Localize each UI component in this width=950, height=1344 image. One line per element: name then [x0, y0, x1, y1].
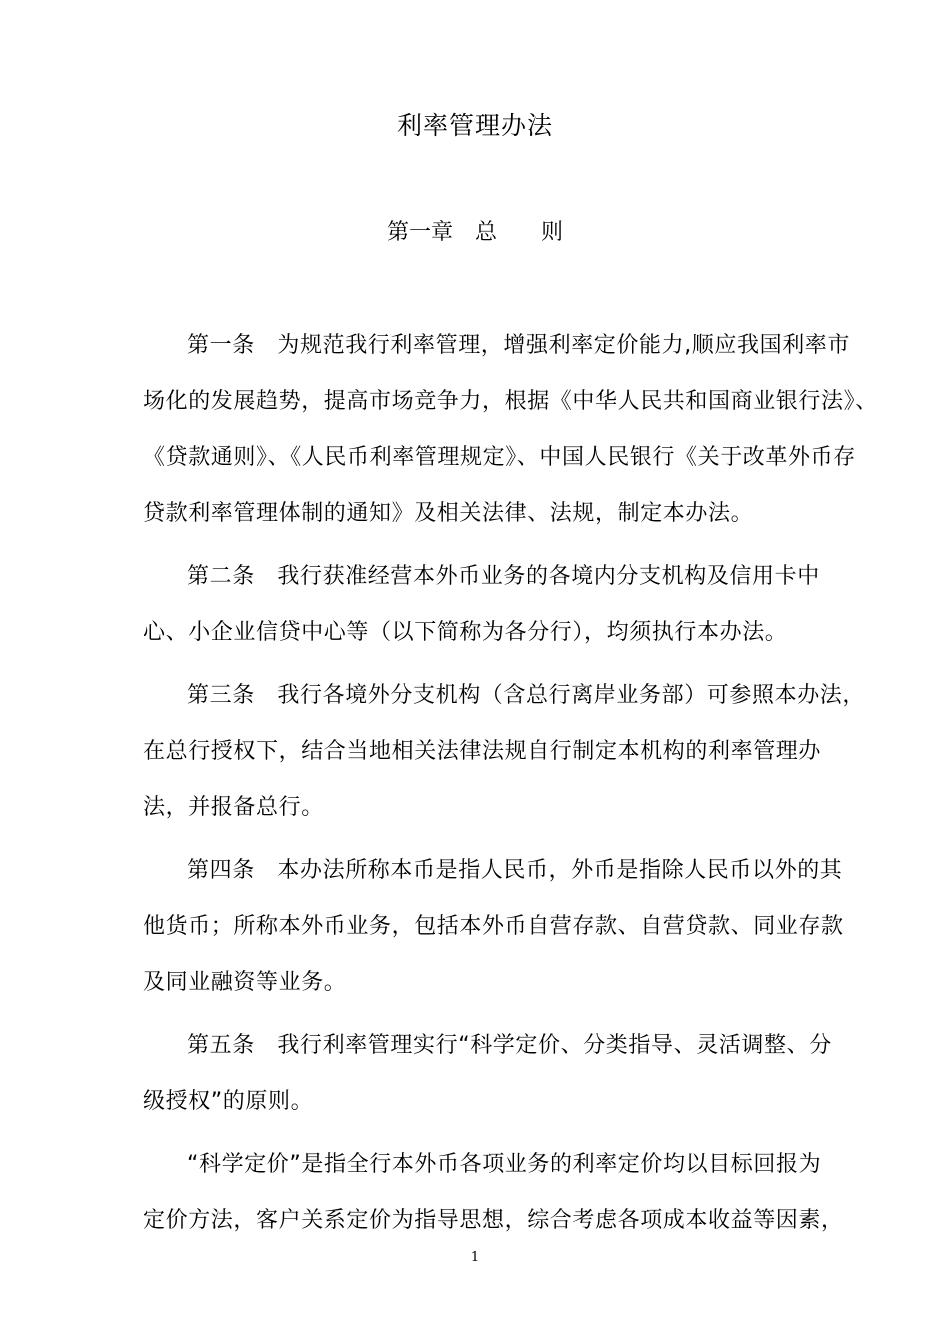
article-1-paragraph: [143, 318, 878, 542]
text-line: 心、小企业信贷中心等（以下简称为各分行），均须执行本办法。: [143, 620, 788, 645]
text-line: 级授权”的原则。: [143, 1089, 314, 1114]
chapter-name-first-char: 总: [474, 220, 497, 245]
text-line: 及同业融资等业务。: [143, 970, 347, 995]
text-line: 定价方法，客户关系定价为指导思想，综合考虑各项成本收益等因素，: [143, 1208, 844, 1233]
text-line: 贷款利率管理体制的通知》及相关法律、法规，制定本办法。: [143, 501, 754, 526]
text-line: 第五条 我行利率管理实行“科学定价、分类指导、灵活调整、分: [187, 1033, 832, 1058]
text-line: 场化的发展趋势，提高市场竞争力，根据《中华人民共和国商业银行法》、: [143, 389, 878, 414]
text-line: 第三条 我行各境外分支机构（含总行离岸业务部）可参照本办法，: [187, 683, 866, 708]
chapter-name-second-char: 则: [541, 220, 564, 245]
chapter-label: 第一章: [386, 220, 453, 245]
document-body: [143, 318, 878, 1249]
article-4-paragraph: [143, 843, 844, 1011]
document-title: 利率管理办法: [396, 111, 553, 140]
page-number: 1: [470, 1250, 480, 1265]
chapter-heading: [0, 218, 950, 248]
article-3-paragraph: [143, 668, 866, 836]
scientific-pricing-paragraph: [143, 1137, 844, 1249]
text-line: 他货币；所称本外币业务，包括本外币自营存款、自营贷款、同业存款: [143, 914, 844, 939]
text-line: 《贷款通则》、《人民币利率管理规定》、中国人民银行《关于改革外币存: [143, 445, 856, 470]
text-line: 第二条 我行获准经营本外币业务的各境内分支机构及信用卡中: [187, 564, 820, 589]
article-2-paragraph: [143, 549, 820, 661]
text-line: “科学定价”是指全行本外币各项业务的利率定价均以目标回报为: [187, 1152, 822, 1177]
text-line: 法，并报备总行。: [143, 795, 324, 820]
article-5-paragraph: [143, 1018, 832, 1130]
text-line: 第四条 本办法所称本币是指人民币，外币是指除人民币以外的其: [187, 858, 843, 883]
text-line: 在总行授权下，结合当地相关法律法规自行制定本机构的利率管理办: [143, 739, 822, 764]
text-line: 第一条 为规范我行利率管理，增强利率定价能力,顺应我国利率市: [187, 333, 850, 358]
